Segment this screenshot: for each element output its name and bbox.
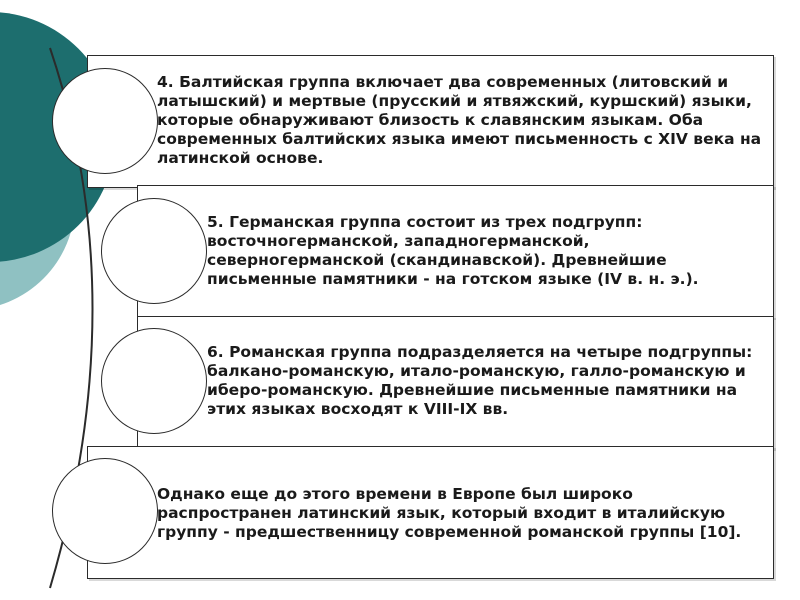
bullet-circle-3 (101, 328, 207, 434)
list-item-text-4: Однако еще до этого времени в Европе был широко распространен латинский язык, который входит в италийскую группу - предшественницу современной романской группы [10]. (157, 485, 742, 541)
list-item-text-1: 4. Балтийская группа включает два современных (литовский и латышский) и мертвые (прусский и ятвяжский, куршский) языки, которые обнаруживают близость к славянским языкам. Оба современных балтийских языка имеют письменность с XIV века на латинской основе. (157, 73, 762, 167)
list-item-text-3: 6. Романская группа подразделяется на четыре подгруппы: балкано-романскую, итало-романскую, галло-романскую и иберо-романскую. Древнейшие письменные памятники на этих языках восходят к VIII-IX вв. (207, 343, 753, 418)
bullet-circle-4 (52, 458, 158, 564)
list-item-text-2: 5. Германская группа состоит из трех подгрупп: восточногерманской, западногерманской, северногерманской (скандинавской). Древнейшие письменные памятники - на готском языке (IV в. н. э.). (207, 213, 699, 288)
bullet-circle-2 (101, 198, 207, 304)
bullet-circle-1 (52, 68, 158, 174)
